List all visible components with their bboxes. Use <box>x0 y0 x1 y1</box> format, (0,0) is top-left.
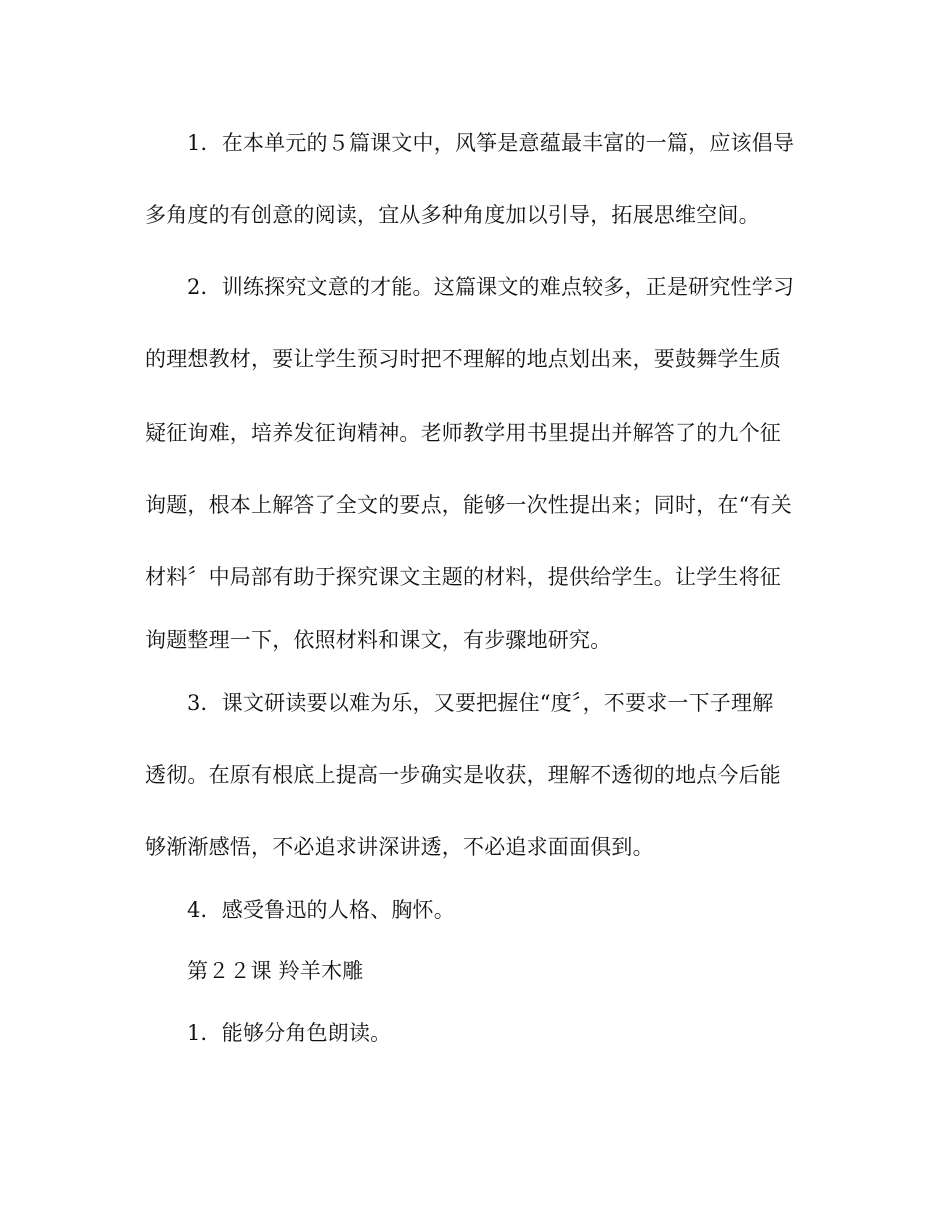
paragraph-2-line-5: 材料〞中局部有助于探究课文主题的材料，提供给学生。让学生将征 <box>145 565 781 589</box>
lesson-heading: 第２２课 羚羊木雕 <box>187 959 364 983</box>
paragraph-2-line-6: 询题整理一下，依照材料和课文，有步骤地研究。 <box>145 628 612 652</box>
paragraph-2-line-1: 2．训练探究文意的才能。这篇课文的难点较多，正是研究性学习 <box>187 275 795 299</box>
paragraph-1-line-1: 1．在本单元的５篇课文中，风筝是意蕴最丰富的一篇，应该倡导 <box>187 131 795 155</box>
paragraph-4-line-1: 4．感受鲁迅的人格、胸怀。 <box>187 898 455 922</box>
paragraph-2-line-4: 询题，根本上解答了全文的要点，能够一次性提出来；同时，在“有关 <box>145 493 792 517</box>
paragraph-3-line-3: 够渐渐感悟，不必追求讲深讲透，不必追求面面俱到。 <box>145 835 654 859</box>
paragraph-3-line-1: 3．课文研读要以难为乐，又要把握住“度〞，不要求一下子理解 <box>187 691 774 715</box>
paragraph-3-line-2: 透彻。在原有根底上提高一步确实是收获，理解不透彻的地点今后能 <box>145 763 781 787</box>
paragraph-1-line-2: 多角度的有创意的阅读，宜从多种角度加以引导，拓展思维空间。 <box>145 203 760 227</box>
paragraph-2-line-2: 的理想教材，要让学生预习时把不理解的地点划出来，要鼓舞学生质 <box>145 347 781 371</box>
paragraph-5-line-1: 1．能够分角色朗读。 <box>187 1021 392 1045</box>
paragraph-2-line-3: 疑征询难，培养发征询精神。老师教学用书里提出并解答了的九个征 <box>145 421 781 445</box>
